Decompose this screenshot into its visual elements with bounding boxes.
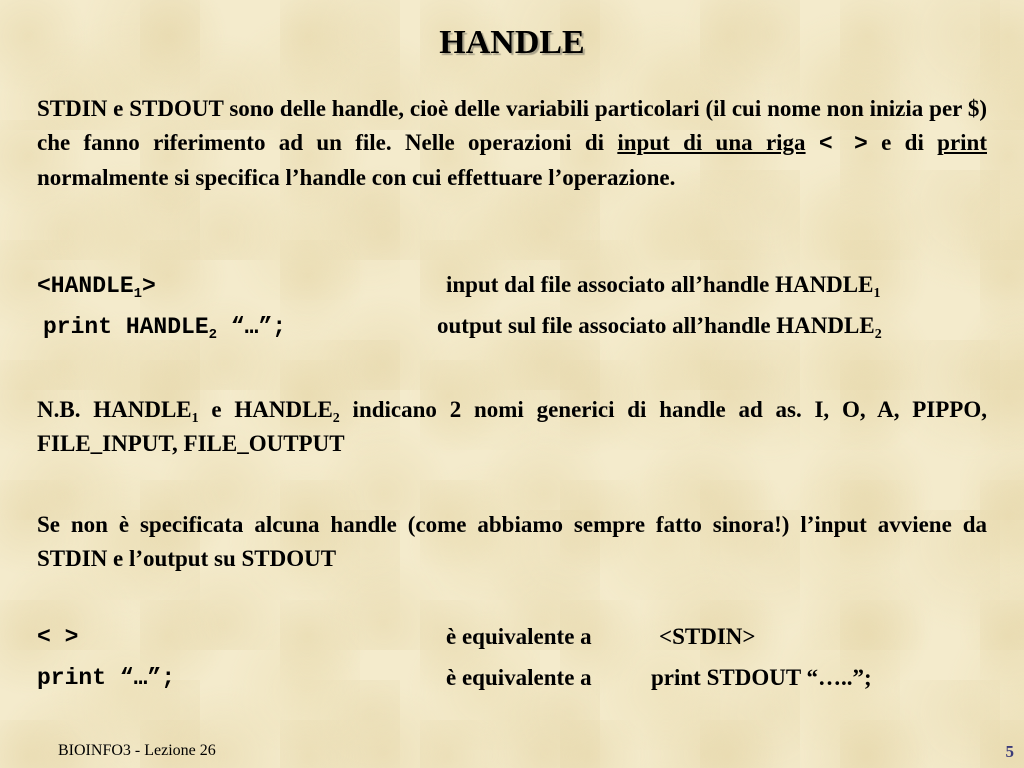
equiv-row-1-value: <STDIN>: [659, 624, 756, 649]
input-line-link: input di una riga: [617, 130, 806, 155]
handle-row-output-desc: output sul file associato all’handle $HANDLE_2$: [437, 313, 882, 342]
intro-text-3: e di: [867, 130, 938, 155]
equiv-row-1-label: è equivalente a: [446, 624, 592, 649]
handle-row-input-code: $<HANDLE_1>$: [37, 273, 156, 302]
equiv-row-2-label: è equivalente a: [446, 665, 592, 690]
intro-text-2: [806, 130, 819, 155]
slide-title: HANDLE: [439, 24, 585, 61]
footer-course: BIOINFO3 - Lezione 26: [58, 742, 216, 759]
diamond-operator-code: < >: [818, 131, 868, 157]
intro-paragraph: [37, 92, 987, 195]
equiv-row-2-code: print “…”;: [37, 665, 176, 691]
equiv-row-1-code: < >: [37, 624, 79, 650]
intro-text-4: normalmente si specifica l’handle con cui effettuare l’operazione.: [37, 165, 676, 190]
default-handle-paragraph: Se non è specificata alcuna handle (come abbiamo sempre fatto sinora!) l’input avviene da STDIN e l’output su STDOUT: [37, 512, 987, 571]
print-link: print: [937, 130, 987, 155]
equiv-row-2-value: print STDOUT “…..”;: [651, 665, 872, 690]
nb-paragraph: N.B. $HANDLE_1$ e $HANDLE_2$ indicano 2 nomi generici di handle ad as. I, O, A, PIPPO, FILE_INPUT, FILE_OUTPUT: [37, 397, 987, 456]
footer-page-number: 5: [1005, 742, 1014, 761]
handle-row-output-code: print $HANDLE_2$ “…”;: [43, 314, 287, 343]
handle-row-input-desc: input dal file associato all’handle $HANDLE_1$: [446, 272, 881, 301]
intro-text-1: STDIN e STDOUT sono delle handle, cioè delle variabili particolari (il cui nome non inizia per $) che fanno riferimento ad un file. Nelle operazioni di: [37, 96, 987, 155]
